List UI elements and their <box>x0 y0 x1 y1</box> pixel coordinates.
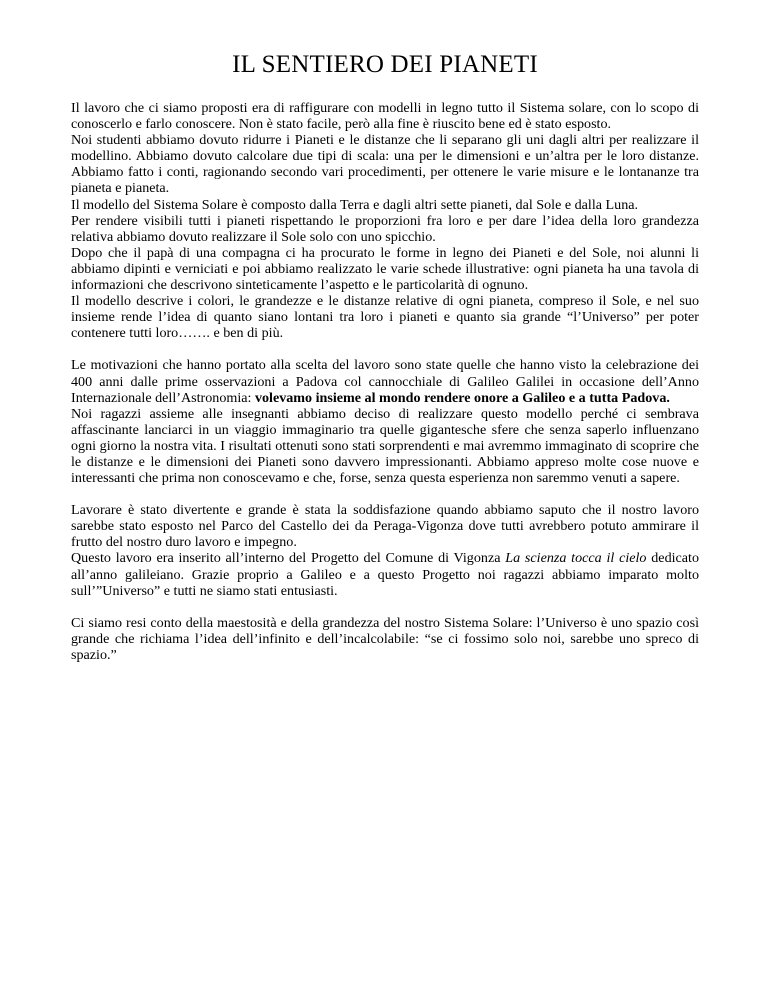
paragraph: Noi studenti abbiamo dovuto ridurre i Pianeti e le distanze che li separano gli uni dagli altri per realizzare il modellino. Abbiamo dovuto calcolare due tipi di scala: una per le dimensioni e un’altra per le loro distanze. Abbiamo fatto i conti, ragionando secondo vari procedimenti, per ottenere le varie misure e le lontananze tra pianeta e pianeta. <box>71 132 699 197</box>
section-exhibition <box>71 502 699 599</box>
paragraph-text: Questo lavoro era inserito all’interno del Progetto del Comune di Vigonza <box>71 550 506 567</box>
paragraph <box>71 550 699 598</box>
paragraph <box>71 357 699 405</box>
page-title: IL SENTIERO DEI PIANETI <box>232 51 538 78</box>
document-page <box>71 50 699 663</box>
bold-statement: volevamo insieme al mondo rendere onore a Galileo e a tutta Padova. <box>254 389 670 406</box>
project-title-italic: La scienza tocca il cielo <box>505 550 647 567</box>
paragraph: Il modello descrive i colori, le grandezze e le distanze relative di ogni pianeta, compreso il Sole, e nel suo insieme rende l’idea di quanto siano lontani tra loro i pianeti e quanto sia grande “l’Universo” per poter contenere tutti loro……. e ben di più. <box>71 293 699 342</box>
paragraph-text: Le motivazioni che hanno portato alla scelta del lavoro sono state quelle che hanno visto la celebrazione dei 400 anni dalle prime osservazioni a Padova col cannocchiale di Galileo Galilei in occasione dell’Anno Internazionale dell’Astronomia: <box>71 357 699 406</box>
paragraph-spacer <box>71 599 699 615</box>
section-motivations <box>71 357 699 486</box>
paragraph: Noi ragazzi assieme alle insegnanti abbiamo deciso di realizzare questo modello perché ci sembrava affascinante lanciarci in un viaggio immaginario tra quelle gigantesche sfere che senza saperlo influenzano ogni giorno la nostra vita. I risultati ottenuti sono stati sorprendenti e mai avremmo immaginato di scoprire che le distanze e le dimensioni dei Pianeti sono davvero impressionanti. Abbiamo appreso molte cose nuove e interessanti che prima non conoscevamo e che, forse, senza questa esperienza non saremmo venuti a sapere. <box>71 405 699 487</box>
section-project-description <box>71 100 699 341</box>
paragraph: Lavorare è stato divertente e grande è stata la soddisfazione quando abbiamo saputo che il nostro lavoro sarebbe stato esposto nel Parco del Castello dei da Peraga-Vigonza dove tutti avrebbero potuto ammirare il frutto del nostro duro lavoro e impegno. <box>71 502 699 551</box>
paragraph-spacer <box>71 341 699 357</box>
paragraph: Dopo che il papà di una compagna ci ha procurato le forme in legno dei Pianeti e del Sole, noi alunni li abbiamo dipinti e verniciati e poi abbiamo realizzato le varie schede illustrative: ogni pianeta ha una tavola di informazioni che descrivono sinteticamente l’aspetto e le particolarità di ognuno. <box>71 244 699 294</box>
paragraph: Ci siamo resi conto della maestosità e della grandezza del nostro Sistema Solare: l’Universo è uno spazio così grande che richiama l’idea dell’infinito e dell’incalcolabile: “se ci fossimo solo noi, sarebbe uno spreco di spazio.” <box>71 614 699 663</box>
paragraph: Il lavoro che ci siamo proposti era di raffigurare con modelli in legno tutto il Sistema solare, con lo scopo di conoscerlo e farlo conoscere. Non è stato facile, però alla fine è riuscito bene ed è stato esposto. <box>71 100 699 133</box>
paragraph-spacer <box>71 486 699 502</box>
paragraph-text: dedicato all’anno galileiano. Grazie proprio a Galileo e a questo Progetto noi ragazzi abbiamo imparato molto sull’”Universo” e tutti ne siamo stati entusiasti. <box>71 550 700 599</box>
section-conclusion <box>71 615 699 663</box>
paragraph: Il modello del Sistema Solare è composto dalla Terra e dagli altri sette pianeti, dal Sole e dalla Luna. <box>71 196 639 213</box>
paragraph: Per rendere visibili tutti i pianeti rispettando le proporzioni fra loro e per dare l’idea della loro grandezza relativa abbiamo dovuto realizzare il Sole solo con uno spicchio. <box>71 212 699 245</box>
